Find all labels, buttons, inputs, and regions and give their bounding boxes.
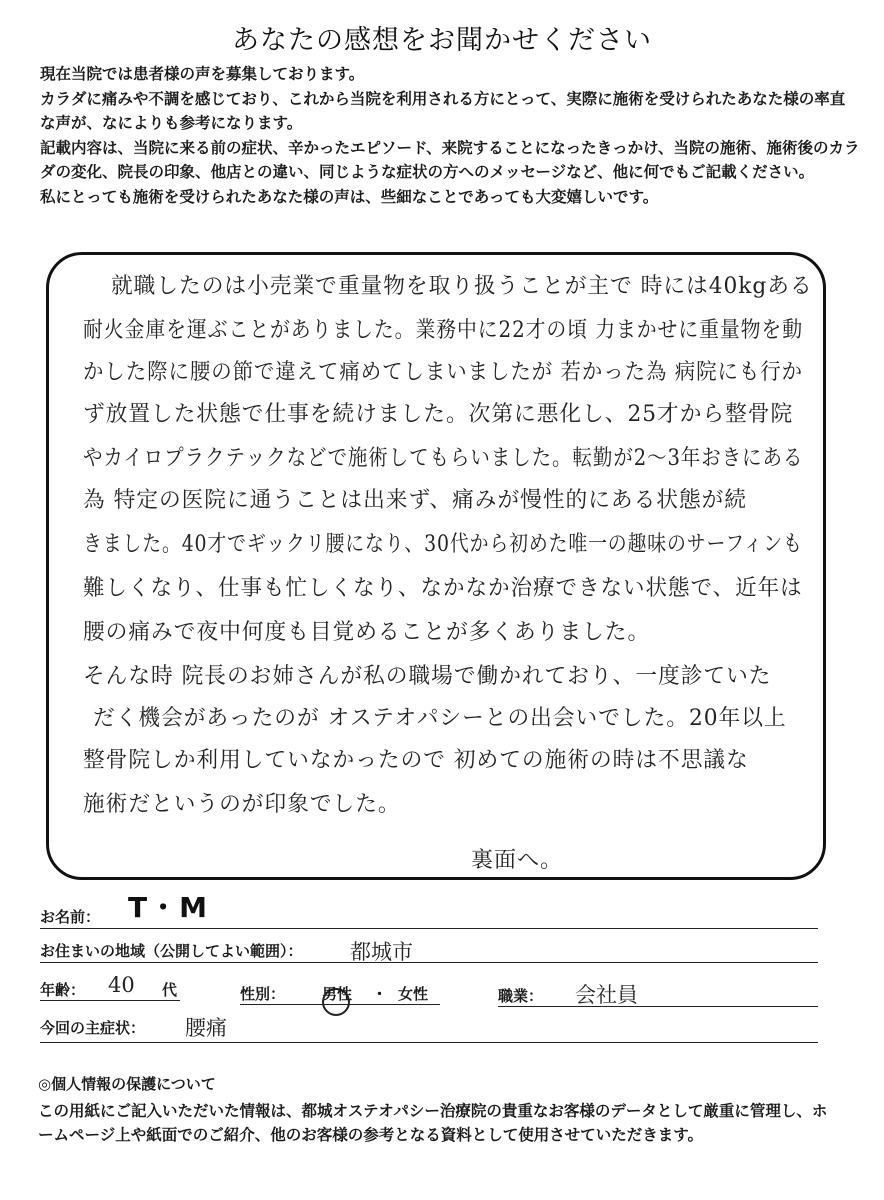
job-rule: [498, 1006, 818, 1007]
intro-text: [40, 62, 860, 209]
area-value: 都城市: [350, 940, 413, 964]
intro-paragraph-3: 記載内容は、当院に来る前の症状、辛かったエピソード、来院することになったきっかけ、当院の施術、施術後のカラダの変化、院長の印象、他店との違い、同じような症状の方へのメッセージなど、他に何でもご記載ください。: [40, 138, 860, 181]
handwritten-line: そんな時 院長のお姉さんが私の職場で働かれており、一度診ていた: [83, 664, 772, 689]
name-label: お名前：: [40, 908, 101, 926]
privacy-text: この用紙にご記入いただいた情報は、都城オステオパシー治療院の貴重なお客様のデータとして厳重に管理し、ホームページ上や紙面でのご紹介、他のお客様の参考となる資料として使用させていただきます。: [38, 1102, 828, 1144]
gender-option-male: 男性: [322, 985, 353, 1003]
gender-rule: [240, 1004, 440, 1005]
handwritten-line: 為 特定の医院に通うことは出来ず、痛みが慢性的にある状態が続: [83, 488, 748, 513]
gender-option-female: 女性: [398, 985, 429, 1003]
age-rule: [40, 1000, 180, 1001]
handwritten-line: ず放置した状態で仕事を続けました。次第に悪化し、25才から整骨院: [83, 402, 794, 427]
see-reverse-note: 裏面へ。: [471, 848, 564, 873]
age-suffix: 代: [162, 981, 178, 999]
handwritten-line: 就職したのは小売業で重量物を取り扱うことが主で 時には40kgある: [111, 274, 813, 299]
gender-separator: ・: [372, 985, 388, 1003]
intro-paragraph-4: 私にとっても施術を受けられたあなた様の声は、些細なことであっても大変嬉しいです。: [40, 187, 659, 206]
job-label: 職業：: [498, 987, 544, 1005]
symptom-value: 腰痛: [185, 1016, 227, 1040]
handwritten-line: 腰の痛みで夜中何度も目覚めることが多くありました。: [83, 620, 651, 645]
age-label: 年齢：: [40, 981, 86, 999]
privacy-title: ◎個人情報の保護について: [38, 1075, 216, 1093]
age-value: 40: [108, 973, 135, 997]
job-value: 会社員: [575, 983, 638, 1007]
handwritten-line: 耐火金庫を運ぶことがありました。業務中に22才の頃 力まかせに重量物を動: [83, 318, 803, 343]
handwritten-line: 難しくなり、仕事も忙しくなり、なかなか治療できない状態で、近年は: [83, 576, 803, 601]
name-rule: [40, 928, 818, 929]
symptom-label: 今回の主症状：: [40, 1019, 146, 1037]
handwritten-line: 整骨院しか利用していなかったので 初めての施術の時は不思議な: [83, 748, 749, 773]
comment-box: [46, 252, 826, 880]
symptom-rule: [40, 1042, 818, 1043]
name-value: T・M: [128, 891, 209, 924]
handwritten-line: 施術だというのが印象でした。: [83, 792, 401, 817]
handwritten-line: やカイロプラクテックなどで施術してもらいました。転勤が2〜3年おきにある: [83, 446, 804, 471]
gender-label: 性別：: [240, 985, 286, 1003]
handwritten-line: かした際に腰の節で違えて痛めてしまいましたが 若かった為 病院にも行か: [83, 360, 803, 385]
page-title: あなたの感想をお聞かせください: [232, 25, 652, 56]
intro-paragraph-1: 現在当院では患者様の声を募集しております。: [40, 65, 365, 83]
handwritten-line: だく機会があったのが オステオパシーとの出会いでした。20年以上: [93, 706, 787, 731]
intro-paragraph-2: カラダに痛みや不調を感じており、これから当院を利用される方にとって、実際に施術を受けられたあなた様の率直な声が、なによりも参考になります。: [40, 89, 846, 132]
area-label: お住まいの地域（公開してよい範囲）：: [40, 942, 303, 960]
area-rule: [40, 962, 818, 963]
handwritten-line: きました。40才でギックリ腰になり、30代から初めた唯一の趣味のサーフィンも: [83, 532, 803, 557]
